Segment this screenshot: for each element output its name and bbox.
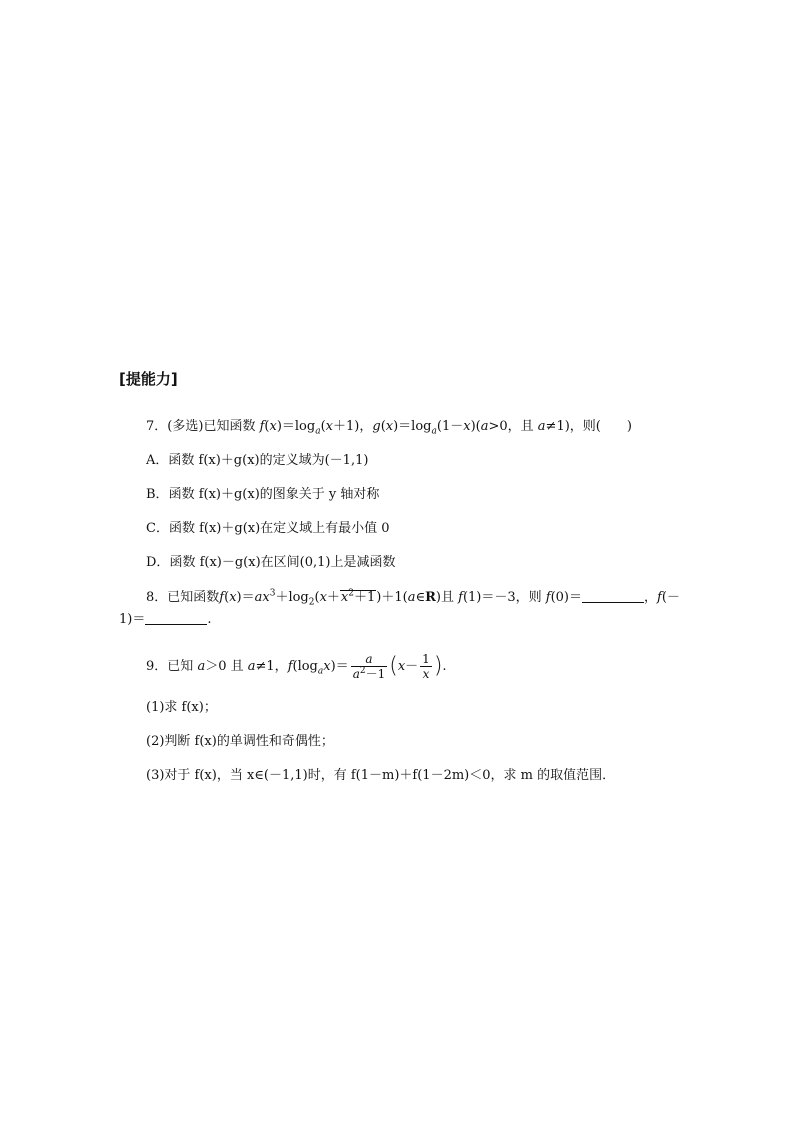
question-9-number: 9． bbox=[146, 659, 168, 674]
section-title: [提能力] bbox=[119, 370, 178, 388]
answer-blank-2[interactable] bbox=[145, 612, 207, 625]
fraction-a: $\frac{a}{a^2-1}$ bbox=[352, 652, 386, 681]
question-8-stem: 8．已知函数$f(x)=ax^3+\log_2(x+x^2+1)+1(a\in R)$且 f(1)＝－3，则 f(0)＝ ，f(－ bbox=[146, 588, 680, 608]
question-9-part-1: (1)求 f(x)； bbox=[146, 700, 217, 715]
question-7-option-d: D．函数 f(x)－g(x)在区间(0,1)上是减函数 bbox=[146, 555, 396, 570]
question-9-stem: 9．已知 a＞0 且 a≠1，$f(\log_ax)=$ $\frac{a}{a^2-1}$ (x－ $\frac{1}{x}$ ). bbox=[146, 652, 447, 681]
question-8-number: 8． bbox=[146, 590, 168, 605]
question-7-option-c: C．函数 f(x)＋g(x)在定义域上有最小值 0 bbox=[146, 521, 390, 536]
answer-blank-1[interactable] bbox=[582, 590, 644, 603]
question-7-stem: 7．(多选)已知函数 $f(x)=\log_a(x+1)$，$g(x)=\log_a(1-x)(a>0$，且 a≠1)，则( ) bbox=[146, 419, 632, 437]
question-7-option-b: B．函数 f(x)＋g(x)的图象关于 y 轴对称 bbox=[146, 487, 380, 502]
question-7-text: 已知函数 bbox=[203, 419, 256, 434]
question-7-answer-blank: ( ) bbox=[595, 419, 632, 434]
question-8-text: 已知函数 bbox=[167, 590, 220, 605]
question-7-option-a: A．函数 f(x)＋g(x)的定义域为(－1,1) bbox=[146, 453, 369, 468]
sqrt-expression: $x^2+1$ bbox=[340, 588, 376, 605]
question-8-continuation: 1)＝ . bbox=[119, 612, 212, 627]
fraction-1-over-x: $\frac{1}{x}$ bbox=[422, 652, 430, 681]
question-7-number: 7． bbox=[146, 419, 168, 434]
question-9-part-2: (2)判断 f(x)的单调性和奇偶性； bbox=[146, 734, 334, 749]
question-9-part-3: (3)对于 f(x)，当 x∈(－1,1)时，有 f(1－m)＋f(1－2m)＜0，求 m 的取值范围． bbox=[146, 768, 616, 783]
question-7-tag: (多选) bbox=[167, 419, 204, 434]
question-9-text: 已知 bbox=[167, 659, 194, 674]
